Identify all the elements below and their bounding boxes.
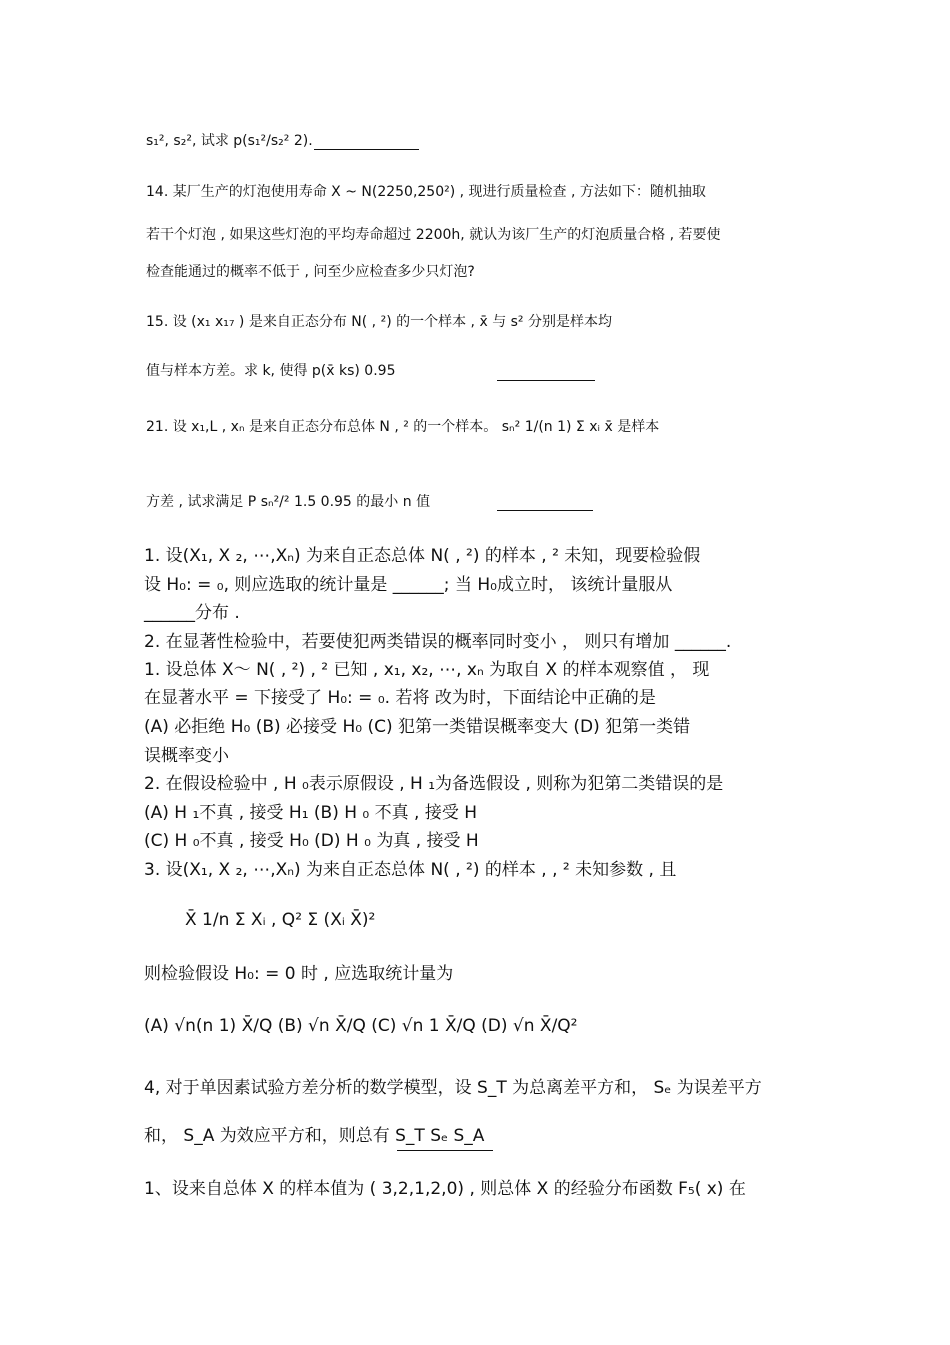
line-test-2: 2. 在显著性检验中，若要使犯两类错误的概率同时变小 ， 则只有增加 ______.: [144, 632, 732, 652]
answer-blank-anova: [397, 1150, 493, 1151]
line-test-1a: 1. 设(X₁, X ₂, ⋯,Xₙ) 为来自正态总体 N( , ²) 的样本 , ² 未知，现要检验假: [144, 546, 701, 566]
line-q15-a: 15. 设 (x₁ x₁₇ ) 是来自正态分布 N( , ²) 的一个样本 , x̄ 与 s² 分别是样本均: [146, 314, 612, 330]
line-choice-2b: (A) H ₁不真 , 接受 H₁ (B) H ₀ 不真 , 接受 H: [144, 803, 478, 823]
line-q21-a: 21. 设 x₁,L , xₙ 是来自正态分布总体 N , ² 的一个样本。 sₙ² 1/(n 1) Σ xᵢ x̄ 是样本: [146, 419, 660, 435]
line-anova-a: 4, 对于单因素试验方差分析的数学模型，设 S_T 为总离差平方和， Sₑ 为误差平方: [144, 1078, 762, 1098]
line-choice-2a: 2. 在假设检验中 , H ₀表示原假设 , H ₁为备选假设 , 则称为犯第二类错误的是: [144, 774, 724, 794]
line-choice-3a: 3. 设(X₁, X ₂, ⋯,Xₙ) 为来自正态总体 N( , ²) 的样本 , , ² 未知参数 , 且: [144, 860, 677, 880]
line-q15-b: 值与样本方差。求 k, 使得 p(x̄ ks) 0.95: [146, 363, 396, 379]
line-q14-c: 检查能通过的概率不低于 , 问至少应检查多少只灯泡?: [146, 264, 475, 280]
line-test-1b: 设 H₀: = ₀, 则应选取的统计量是 ______; 当 H₀成立时， 该统计量服从: [144, 575, 673, 595]
line-test-1c: ______分布 .: [144, 603, 240, 623]
line-empirical-dist: 1、设来自总体 X 的样本值为 ( 3,2,1,2,0) , 则总体 X 的经验分布函数 F₅( x) 在: [144, 1179, 746, 1199]
line-q14-b: 若干个灯泡 , 如果这些灯泡的平均寿命超过 2200h, 就认为该厂生产的灯泡质量合格 , 若要使: [146, 227, 721, 243]
line-anova-b: 和， S_A 为效应平方和，则总有 S_T Sₑ S_A: [144, 1126, 485, 1146]
answer-blank-q13: [314, 149, 419, 150]
line-choice-1c: (A) 必拒绝 H₀ (B) 必接受 H₀ (C) 犯第一类错误概率变大 (D) 犯第一类错: [144, 717, 691, 737]
answer-blank-q15: [497, 380, 595, 381]
line-choice-1b: 在显著水平 = 下接受了 H₀: = ₀. 若将 改为时，下面结论中正确的是: [144, 688, 656, 708]
formula-mean-q2: X̄ 1/n Σ Xᵢ , Q² Σ (Xᵢ X̄)²: [185, 910, 376, 930]
line-choice-3-options: (A) √n(n 1) X̄/Q (B) √n X̄/Q (C) √n 1 X̄/Q (D) √n X̄/Q²: [144, 1016, 578, 1036]
line-choice-3b: 则检验假设 H₀: = 0 时 , 应选取统计量为: [144, 964, 454, 984]
line-q21-b: 方差 , 试求满足 P sₙ²/² 1.5 0.95 的最小 n 值: [146, 494, 431, 510]
answer-blank-q21: [497, 510, 593, 511]
line-q14-a: 14. 某厂生产的灯泡使用寿命 X ~ N(2250,250²) , 现进行质量检查 , 方法如下：随机抽取: [146, 184, 706, 200]
line-choice-1a: 1. 设总体 X～ N( , ²) , ² 已知 , x₁, x₂, ⋯, xₙ 为取自 X 的样本观察值 ， 现: [144, 660, 710, 680]
line-choice-1d: 误概率变小: [144, 746, 229, 766]
line-q13-tail: s₁², s₂², 试求 p(s₁²/s₂² 2).: [146, 133, 313, 149]
line-choice-2c: (C) H ₀不真 , 接受 H₀ (D) H ₀ 为真 , 接受 H: [144, 831, 479, 851]
